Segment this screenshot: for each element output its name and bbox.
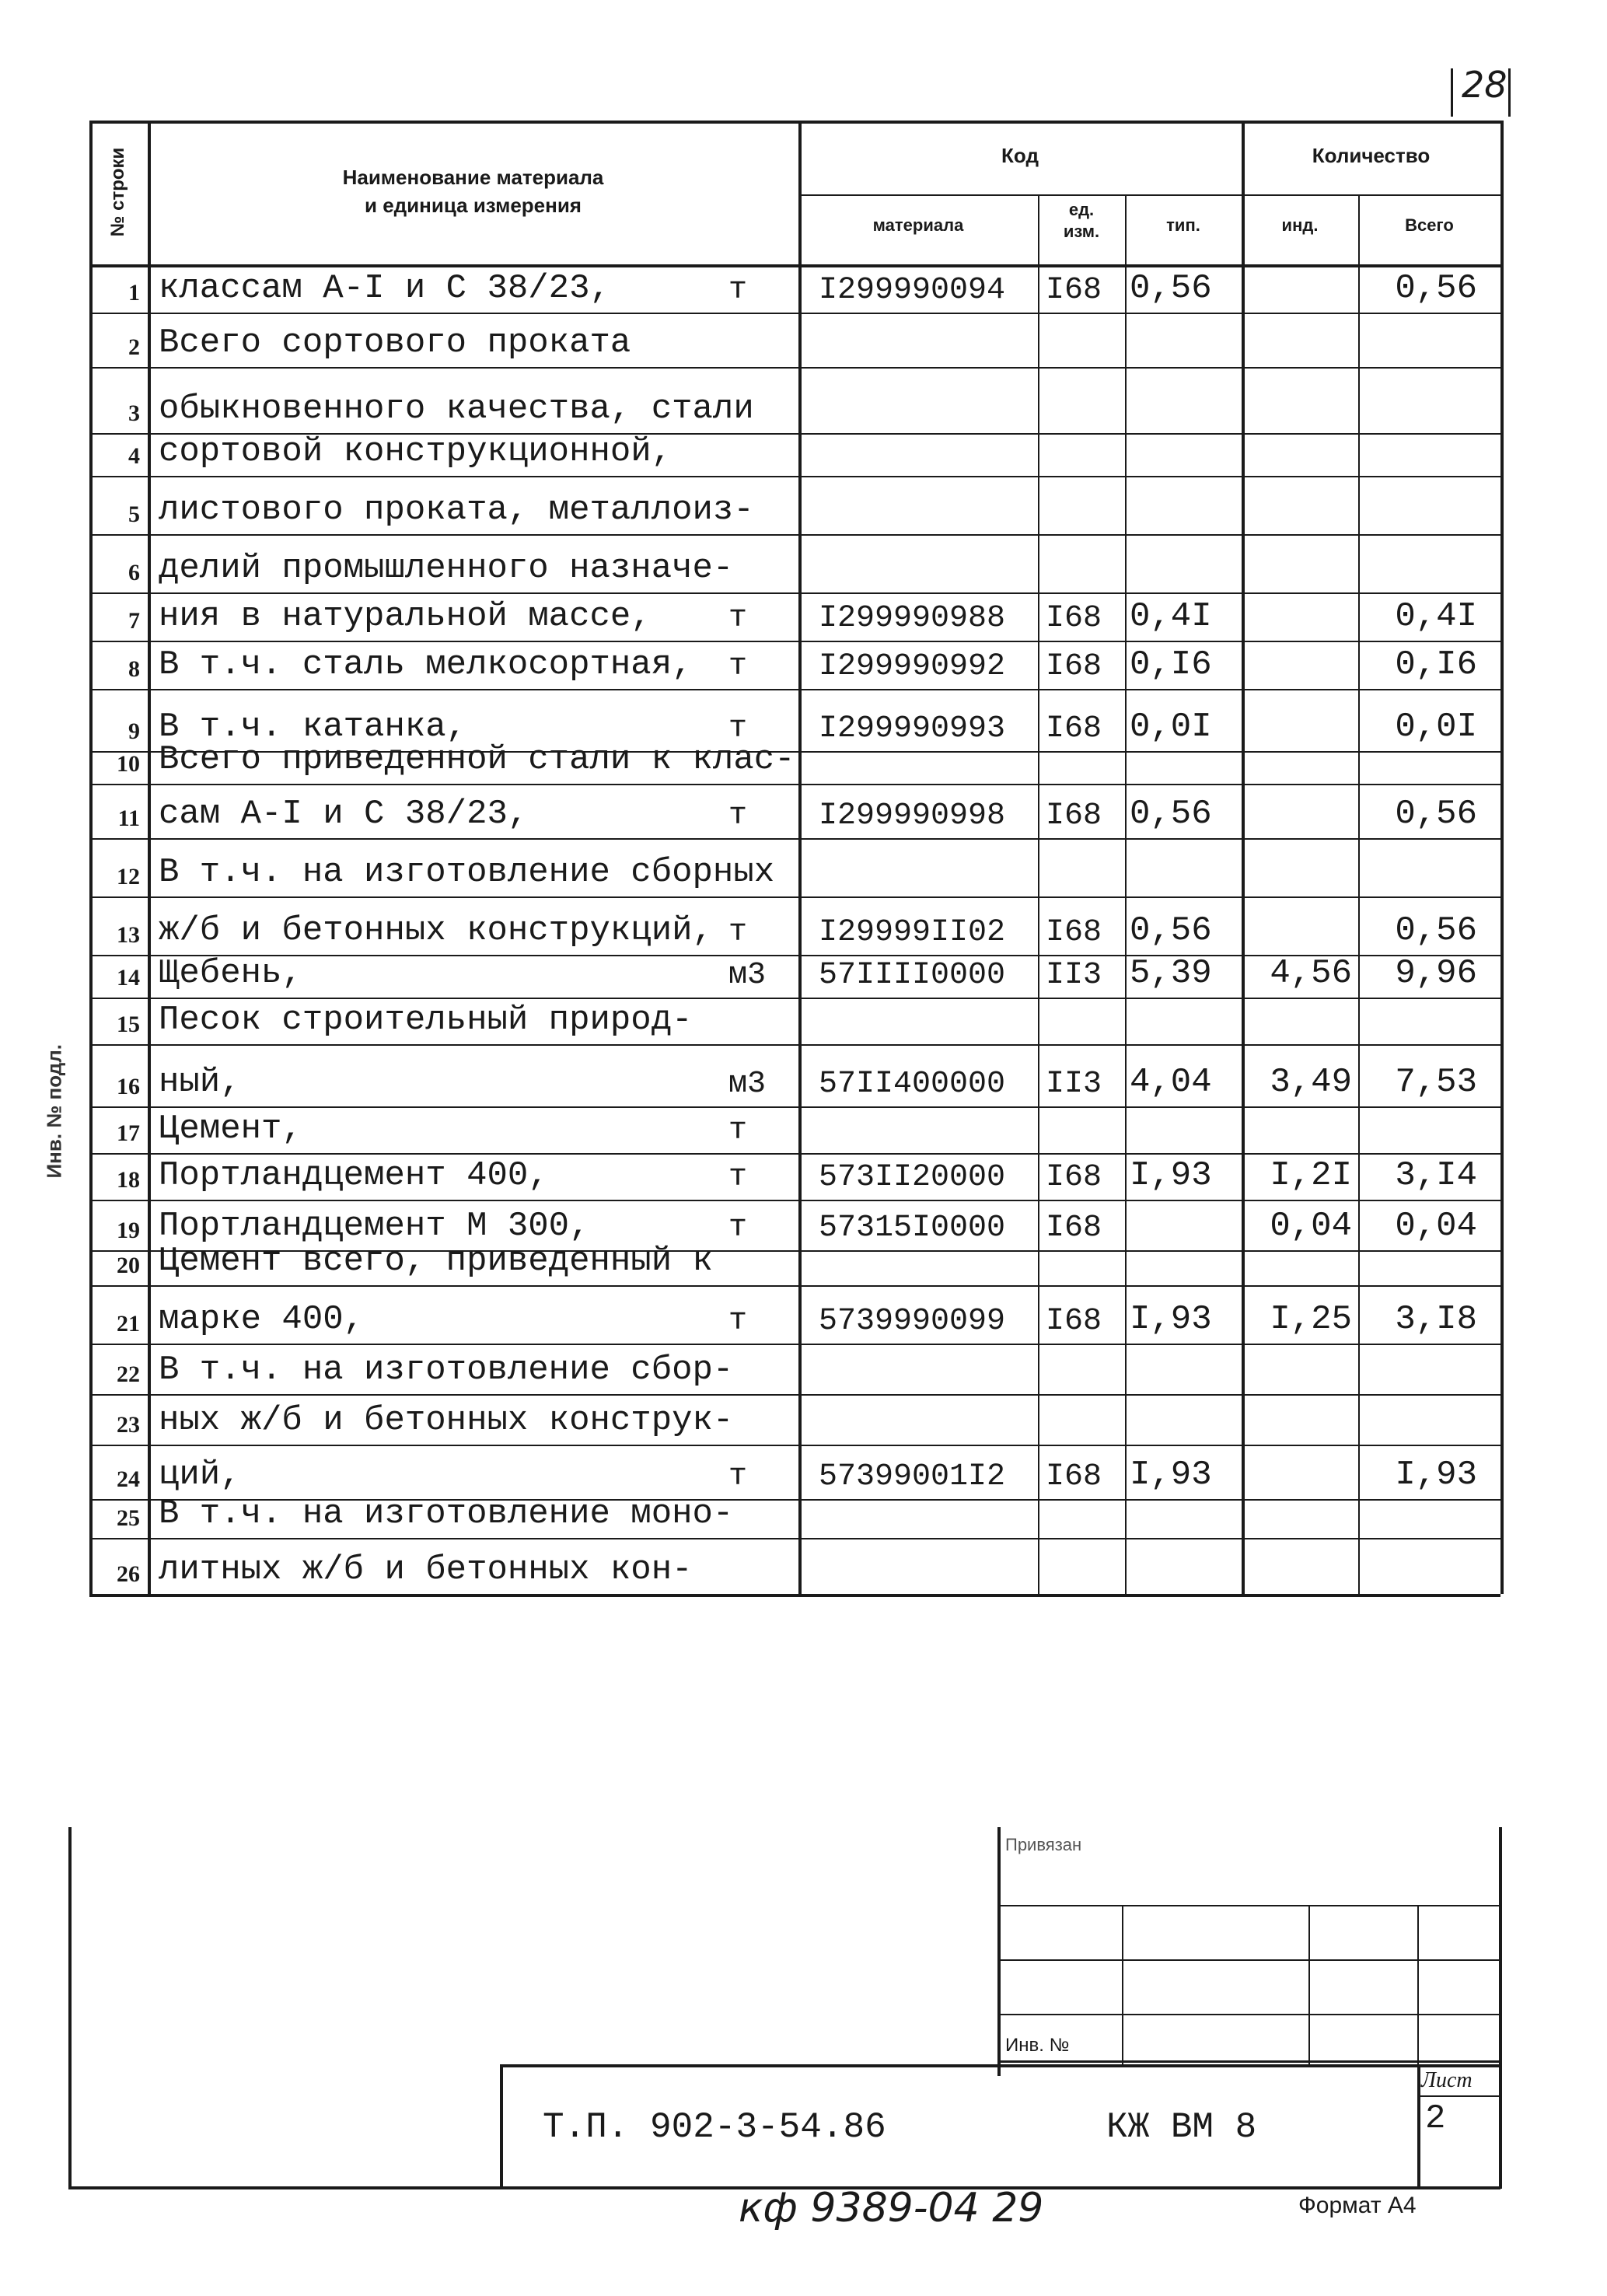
- row-code: [798, 838, 1038, 896]
- row-unit: м3: [728, 1067, 767, 1102]
- row-number: 5: [128, 501, 140, 527]
- row-uom: I68: [1046, 1304, 1102, 1339]
- row-uom: I68: [1046, 915, 1102, 950]
- row-name: Портландцемент 400,: [159, 1156, 549, 1195]
- row-unit: [728, 1538, 791, 1594]
- row-name: В т.ч. на изготовление сборных: [159, 853, 775, 892]
- row-number: 18: [117, 1167, 140, 1193]
- row-uom: I68: [1046, 273, 1102, 308]
- row-ind: 4,56: [1270, 954, 1352, 993]
- row-typ: 0,56: [1130, 911, 1212, 950]
- row-total: [1358, 1106, 1500, 1153]
- page-number: 28: [1462, 64, 1507, 106]
- row-total: 9,96: [1395, 954, 1477, 993]
- row-typ: [1125, 1538, 1242, 1594]
- bind-block-rule: [997, 1905, 1500, 1906]
- row-total: 0,56: [1395, 795, 1477, 833]
- row-total: 0,56: [1395, 911, 1477, 950]
- row-ind: [1242, 689, 1358, 751]
- header-sub-rule: [798, 194, 1500, 196]
- row-code: [798, 1499, 1038, 1538]
- row-code: [798, 476, 1038, 534]
- bind-block-rule: [997, 2060, 1500, 2063]
- header-ind: инд.: [1281, 215, 1319, 235]
- header-name: [148, 163, 798, 219]
- row-unit: [728, 998, 791, 1044]
- row-uom: [1038, 367, 1125, 433]
- row-name: обыкновенного качества, стали: [159, 390, 754, 428]
- row-unit: [728, 433, 791, 476]
- row-code: I299990998: [819, 799, 1006, 833]
- row-code: 5739990099: [819, 1304, 1006, 1339]
- bind-block-col: [1122, 1905, 1123, 2064]
- sheet-col-rule: [1417, 2095, 1500, 2097]
- row-code: [798, 433, 1038, 476]
- row-ind: [1242, 1394, 1358, 1445]
- row-ind: [1242, 264, 1358, 313]
- row-code: 57II400000: [819, 1067, 1006, 1102]
- row-number: 1: [128, 280, 140, 306]
- row-total: [1358, 367, 1500, 433]
- row-total: 0,4I: [1395, 597, 1477, 636]
- row-typ: I,93: [1130, 1300, 1212, 1339]
- row-uom: [1038, 998, 1125, 1044]
- row-name: Всего приведенной стали к клас-: [159, 740, 795, 779]
- row-ind: I,25: [1270, 1300, 1352, 1339]
- row-code: [798, 313, 1038, 367]
- row-name: ж/б и бетонных конструкций,: [159, 911, 713, 950]
- row-uom: [1038, 1394, 1125, 1445]
- row-unit: [728, 838, 791, 896]
- row-unit: [728, 367, 791, 433]
- row-total: 0,0I: [1395, 708, 1477, 746]
- row-typ: [1125, 1394, 1242, 1445]
- row-unit: т: [728, 1459, 748, 1494]
- row-total: I,93: [1395, 1456, 1477, 1494]
- row-uom: I68: [1046, 711, 1102, 746]
- row-uom: I68: [1046, 649, 1102, 684]
- bind-block-rule: [997, 1959, 1500, 1961]
- row-code: 573II20000: [819, 1160, 1006, 1195]
- row-ind: [1242, 1250, 1358, 1285]
- row-name: листового проката, металлоиз-: [159, 491, 754, 529]
- row-typ: 0,0I: [1130, 708, 1212, 746]
- row-code: I299990988: [819, 601, 1006, 636]
- row-ind: [1242, 592, 1358, 641]
- sheet-label: Лист: [1421, 2068, 1473, 2092]
- row-ind: [1242, 1106, 1358, 1153]
- row-ind: [1242, 784, 1358, 838]
- row-ind: [1242, 998, 1358, 1044]
- stamp-strip-left: [500, 2064, 503, 2189]
- row-typ: [1125, 751, 1242, 784]
- row-code: [798, 1106, 1038, 1153]
- row-name: В т.ч. на изготовление моно-: [159, 1494, 734, 1533]
- header-name-line1: Наименование материала: [342, 166, 604, 189]
- row-unit: [728, 1344, 791, 1394]
- row-unit: т: [728, 273, 748, 308]
- row-name: классам А-I и С 38/23,: [159, 269, 610, 308]
- row-name: марке 400,: [159, 1300, 365, 1339]
- row-typ: 4,04: [1130, 1063, 1212, 1102]
- row-code: I299990993: [819, 711, 1006, 746]
- row-number: 20: [117, 1253, 140, 1278]
- row-typ: 0,56: [1130, 795, 1212, 833]
- row-name: ния в натуральной массе,: [159, 597, 652, 636]
- row-total: [1358, 476, 1500, 534]
- row-uom: [1038, 476, 1125, 534]
- row-uom: [1038, 433, 1125, 476]
- bind-block-col: [1308, 1905, 1310, 2064]
- row-total: [1358, 998, 1500, 1044]
- row-code: I299990094: [819, 273, 1006, 308]
- row-number: 6: [128, 560, 140, 585]
- row-number: 24: [117, 1466, 140, 1492]
- row-ind: 0,04: [1270, 1207, 1352, 1246]
- page-number-bar: [1451, 68, 1453, 117]
- bind-block-left: [997, 1827, 1001, 2076]
- row-uom: [1038, 313, 1125, 367]
- bind-label: Привязан: [1005, 1835, 1082, 1854]
- row-unit: [728, 1394, 791, 1445]
- row-uom: [1038, 1106, 1125, 1153]
- row-unit: [728, 313, 791, 367]
- row-uom: I68: [1046, 601, 1102, 636]
- row-name: ный,: [159, 1063, 241, 1102]
- row-typ: [1125, 313, 1242, 367]
- row-code: 57315I0000: [819, 1211, 1006, 1246]
- row-code: [798, 751, 1038, 784]
- row-ind: [1242, 1499, 1358, 1538]
- row-ind: [1242, 641, 1358, 689]
- row-total: [1358, 1538, 1500, 1594]
- row-typ: [1125, 1499, 1242, 1538]
- row-rule: [89, 1594, 1500, 1595]
- header-typ: тип.: [1166, 215, 1200, 235]
- row-number: 11: [117, 806, 140, 831]
- row-unit: [728, 1499, 791, 1538]
- row-number: 22: [117, 1361, 140, 1387]
- row-code: [798, 1344, 1038, 1394]
- row-name: Песок строительный природ-: [159, 1001, 693, 1040]
- row-uom: II3: [1046, 958, 1102, 993]
- sheet-col-left: [1417, 2064, 1420, 2189]
- row-unit: т: [728, 1304, 748, 1339]
- row-ind: [1242, 534, 1358, 592]
- row-unit: [728, 1250, 791, 1285]
- row-name: ций,: [159, 1456, 241, 1494]
- row-typ: [1125, 1200, 1242, 1250]
- row-total: 7,53: [1395, 1063, 1477, 1102]
- row-code: 57399001I2: [819, 1459, 1006, 1494]
- row-typ: [1125, 1344, 1242, 1394]
- row-typ: [1125, 838, 1242, 896]
- header-total: Всего: [1405, 215, 1454, 235]
- row-code: [798, 1538, 1038, 1594]
- header-code: Код: [1001, 144, 1039, 167]
- row-total: 0,I6: [1395, 645, 1477, 684]
- row-typ: [1125, 1106, 1242, 1153]
- row-ind: [1242, 367, 1358, 433]
- row-number: 26: [117, 1561, 140, 1587]
- row-number: 25: [117, 1505, 140, 1531]
- row-uom: [1038, 751, 1125, 784]
- row-code: [798, 1394, 1038, 1445]
- row-name: литных ж/б и бетонных кон-: [159, 1550, 693, 1589]
- row-unit: т: [728, 711, 748, 746]
- row-unit: [728, 534, 791, 592]
- row-uom: I68: [1046, 799, 1102, 833]
- row-code: [798, 1250, 1038, 1285]
- row-code: I299990992: [819, 649, 1006, 684]
- inventory-label: Инв. №: [1005, 2035, 1070, 2056]
- row-total: [1358, 433, 1500, 476]
- row-ind: [1242, 313, 1358, 367]
- table-top-border: [89, 121, 1500, 124]
- side-stamp: Инв. № подл.: [42, 1043, 66, 1179]
- row-total: [1358, 1344, 1500, 1394]
- header-material: материала: [872, 215, 964, 235]
- row-name: Портландцемент М 300,: [159, 1207, 590, 1246]
- row-unit: м3: [728, 958, 767, 993]
- row-ind: [1242, 1445, 1358, 1499]
- row-number: 4: [128, 443, 140, 469]
- row-name: В т.ч. катанка,: [159, 708, 467, 746]
- bind-block-col: [1417, 1905, 1419, 2064]
- row-uom: I68: [1046, 1211, 1102, 1246]
- row-unit: т: [728, 799, 748, 833]
- row-number: 16: [117, 1074, 140, 1099]
- row-name: сам А-I и С 38/23,: [159, 795, 529, 833]
- row-number: 3: [128, 400, 140, 426]
- row-unit: [728, 476, 791, 534]
- header-name-line2: и единица измерения: [365, 194, 582, 217]
- row-ind: [1242, 1344, 1358, 1394]
- row-typ: 0,I6: [1130, 645, 1212, 684]
- row-total: 0,04: [1395, 1207, 1477, 1246]
- header-unit-line1: ед.: [1068, 200, 1095, 219]
- table-right-border: [1500, 121, 1504, 1594]
- row-ind: 3,49: [1270, 1063, 1352, 1102]
- row-uom: [1038, 838, 1125, 896]
- row-uom: II3: [1046, 1067, 1102, 1102]
- title-block: [68, 1827, 1500, 2193]
- row-code: [798, 367, 1038, 433]
- row-code: I29999II02: [819, 915, 1006, 950]
- row-code: [798, 534, 1038, 592]
- row-uom: I68: [1046, 1160, 1102, 1195]
- row-total: [1358, 751, 1500, 784]
- row-typ: 0,4I: [1130, 597, 1212, 636]
- row-uom: [1038, 1344, 1125, 1394]
- row-number: 12: [117, 864, 140, 889]
- row-typ: [1125, 998, 1242, 1044]
- row-number: 2: [128, 334, 140, 360]
- row-typ: 5,39: [1130, 954, 1212, 993]
- materials-table: [89, 121, 1500, 1835]
- row-total: [1358, 838, 1500, 896]
- row-code: [798, 998, 1038, 1044]
- stamp-left-border: [68, 1827, 72, 2189]
- row-total: [1358, 1499, 1500, 1538]
- row-typ: I,93: [1130, 1156, 1212, 1195]
- row-ind: I,2I: [1270, 1156, 1352, 1195]
- row-ind: [1242, 896, 1358, 955]
- row-number: 7: [128, 608, 140, 634]
- row-typ: [1125, 534, 1242, 592]
- row-ind: [1242, 1538, 1358, 1594]
- row-uom: [1038, 1499, 1125, 1538]
- row-ind: [1242, 838, 1358, 896]
- sheet-number: 2: [1425, 2099, 1446, 2138]
- row-unit: т: [728, 649, 748, 684]
- row-uom: [1038, 1250, 1125, 1285]
- row-typ: [1125, 1250, 1242, 1285]
- row-ind: [1242, 433, 1358, 476]
- row-typ: 0,56: [1130, 269, 1212, 308]
- row-total: [1358, 534, 1500, 592]
- row-uom: [1038, 1538, 1125, 1594]
- row-unit: т: [728, 1160, 748, 1195]
- row-number: 17: [117, 1120, 140, 1146]
- section-code: КЖ ВМ 8: [1106, 2107, 1257, 2147]
- stamp-strip-top: [500, 2064, 1500, 2067]
- row-total: [1358, 1250, 1500, 1285]
- row-number: 15: [117, 1012, 140, 1037]
- header-quantity: Количество: [1312, 144, 1431, 167]
- row-name: сортовой конструкционной,: [159, 432, 672, 471]
- row-typ: [1125, 433, 1242, 476]
- row-name: Цемент,: [159, 1110, 302, 1148]
- row-typ: [1125, 476, 1242, 534]
- stamp-right-border: [1499, 1827, 1502, 2189]
- row-number: 13: [117, 922, 140, 948]
- row-ind: [1242, 751, 1358, 784]
- row-ind: [1242, 476, 1358, 534]
- row-name: Всего сортового проката: [159, 323, 631, 362]
- row-name: делий промышленного назначе-: [159, 549, 734, 588]
- row-number: 10: [117, 751, 140, 777]
- row-name: В т.ч. на изготовление сбор-: [159, 1351, 734, 1389]
- row-unit: т: [728, 1113, 748, 1148]
- row-number: 23: [117, 1412, 140, 1438]
- row-uom: [1038, 534, 1125, 592]
- row-number: 21: [117, 1311, 140, 1337]
- row-typ: I,93: [1130, 1456, 1212, 1494]
- row-typ: [1125, 367, 1242, 433]
- row-total: 3,I8: [1395, 1300, 1477, 1339]
- row-name: Цемент всего, приведенный к: [159, 1242, 713, 1281]
- row-unit: т: [728, 1211, 748, 1246]
- header-row-number: № строки: [107, 147, 128, 237]
- bind-block-rule: [997, 2014, 1500, 2015]
- row-uom: I68: [1046, 1459, 1102, 1494]
- footer-handwritten: кф 9389-04 29: [739, 2185, 1044, 2231]
- row-total: 3,I4: [1395, 1156, 1477, 1195]
- row-unit: т: [728, 601, 748, 636]
- header-unit-line2: изм.: [1063, 222, 1100, 241]
- row-name: В т.ч. сталь мелкосортная,: [159, 645, 693, 684]
- row-name: Щебень,: [159, 954, 302, 993]
- row-number: 8: [128, 656, 140, 682]
- format-label: Формат А4: [1298, 2193, 1417, 2218]
- row-name: ных ж/б и бетонных конструк-: [159, 1401, 734, 1440]
- row-unit: [728, 751, 791, 784]
- row-number: 19: [117, 1218, 140, 1243]
- document-code: Т.П. 902-3-54.86: [543, 2107, 886, 2147]
- row-number: 9: [128, 718, 140, 744]
- page-number-bar-right: [1508, 68, 1511, 117]
- row-unit: т: [728, 915, 748, 950]
- row-code: 57IIII0000: [819, 958, 1006, 993]
- row-total: 0,56: [1395, 269, 1477, 308]
- row-number: 14: [117, 965, 140, 991]
- row-total: [1358, 313, 1500, 367]
- row-total: [1358, 1394, 1500, 1445]
